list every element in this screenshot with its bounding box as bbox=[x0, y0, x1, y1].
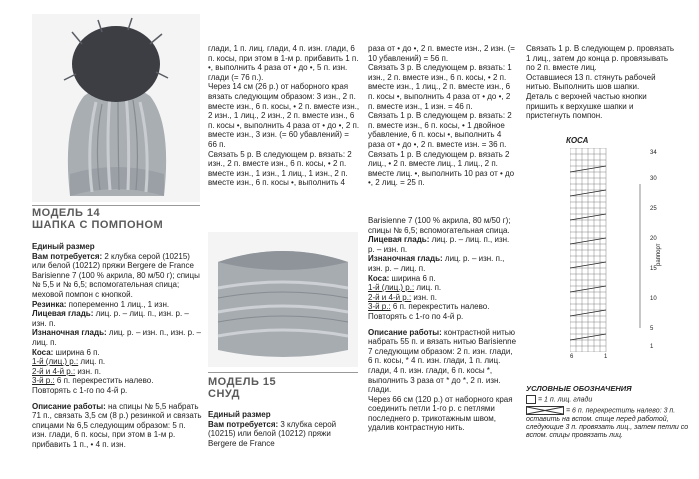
repeat-label: раппорт bbox=[656, 243, 662, 266]
model15-cable-row2: 2-й и 4-й р.: изн. п. bbox=[368, 292, 437, 302]
model15-materials2: Barisienne 7 (100 % акрила, 80 м/50 г); спицы № 6,5; вспомогательная спица. bbox=[368, 216, 511, 235]
stitch-number-6: 6 bbox=[570, 354, 574, 360]
model15-size: Единый размер bbox=[208, 410, 271, 419]
snood-photo bbox=[208, 232, 358, 367]
model14-rib: Резинка: попеременно 1 лиц., 1 изн. bbox=[32, 299, 170, 309]
cable-chart bbox=[566, 136, 686, 364]
model14-work-col3d: Связать 1 р. В следующем р. вязать 2 лиц., • 2 п. вместе лиц., 1 лиц., 2 п. вместе лиц. •, выполнить 10 раз от • до •, 2 лиц. = 25 п. bbox=[368, 149, 515, 188]
snood-illustration bbox=[208, 232, 358, 367]
legend bbox=[526, 384, 694, 440]
model14-size: Единый размер bbox=[32, 242, 95, 251]
model14-work-col3b: Связать 3 р. В следующем р. вязать: 1 изн., 2 п. вместе изн., 6 п. косы, • 2 п. вместе изн., 1 лиц., 2 п. вместе изн., 6 п. косы •, выполнить 4 раза от • до •, 2 п. вместе изн., 1 изн. = 46 п. bbox=[368, 63, 512, 111]
legend-item-2: = 6 п. перекрестить налево: 3 п. оставить на вспом. спице перед работой, следующие 3 п. провязать лиц., затем петли со вспом. спицы провязать лиц. bbox=[526, 407, 689, 439]
model14-name: ШАПКА С ПОМПОНОМ bbox=[32, 219, 164, 231]
model15-materials: Вам потребуется: 3 клубка серой (10215) или белой (10212) пряжи Bergere de France bbox=[208, 419, 337, 448]
row-number-34: 34 bbox=[650, 150, 657, 156]
model14-work-col4a: Связать 1 р. В следующем р. провязать 1 лиц., затем до конца р. провязывать по 2 п. вместе лиц. bbox=[526, 44, 675, 73]
row-number-20: 20 bbox=[650, 236, 657, 242]
model15-reverse: Изнаночная гладь: лиц. р. – изн. п., изн. р. – лиц. п. bbox=[368, 254, 505, 273]
model14-materials: Вам потребуется: 2 клубка серой (10215) или белой (10212) пряжи Bergere de France Barisienne 7 (100 % акрила, 80 м/50 г); спицы № 5,5 и № 6,5; вспомогательная спица; меховой помпон с кнопкой. bbox=[32, 251, 200, 299]
model14-work-col2c: Связать 5 р. В следующем р. вязать: 2 изн., 2 п. вместе изн., 6 п. косы, • 2 п. вместе изн., 1 изн., 1 лиц., 1 изн., 2 п. вместе изн., 6 п. косы •, выполнить 4 bbox=[208, 149, 352, 188]
model14-work-col3a: раза от • до •, 2 п. вместе изн., 2 изн. (= 10 убавлений) = 56 п. bbox=[368, 44, 515, 63]
model14-work-col4b: Оставшиеся 13 п. стянуть рабочей нитью. Выполнить шов шапки. bbox=[526, 72, 656, 92]
model15-work: Описание работы: контрастной нитью набрать 55 п. и вязать нитью Barisienne 7 следующим образом: 2 п. изн. глади, 6 п. косы, * 4 п. изн. глади, 1 п. лиц. глади, 4 п. изн. глади, 6 п. косы *, выполнить 3 раза от * до *, 2 п. изн. глади. bbox=[368, 327, 517, 395]
model15-divider bbox=[208, 372, 358, 373]
model14-work-col3c: Связать 1 р. В следующем р. вязать: 2 п. вместе изн., 6 п. косы, • 1 двойное убавление, 6 п. косы •, выполнить 4 раза от • до •, 2 п. вместе изн. = 36 п. bbox=[368, 111, 512, 149]
row-number-30: 30 bbox=[650, 176, 657, 182]
model14-cable-row2: 2-й и 4-й р.: изн. п. bbox=[32, 366, 101, 376]
model14-number: МОДЕЛЬ 14 bbox=[32, 207, 101, 219]
model14-col1 bbox=[32, 242, 202, 449]
model14-cable: Коса: ширина 6 п. bbox=[32, 347, 100, 357]
row-number-25: 25 bbox=[650, 206, 657, 212]
model14-divider bbox=[32, 205, 200, 206]
model15-col1 bbox=[208, 410, 360, 448]
model14-work-col2a: глади, 1 п. лиц. глади, 4 п. изн. глади, 6 п. косы, при этом в 1-м р. прибавить 1 п. •, выполнить 4 раза от • до •, 5 п. изн. глади (= 76 п.). bbox=[208, 44, 359, 82]
model15-cable-repeat: Повторять с 1-го по 4-й р. bbox=[368, 311, 464, 321]
model15-cable: Коса: ширина 6 п. bbox=[368, 273, 436, 283]
model14-work-col2b: Через 14 см (26 р.) от наборного края вязать следующим образом: 3 изн., 2 п. вместе изн., 6 п. косы, • 2 п. вместе изн., 2 изн., 1 лиц., 2 изн., 2 п. вместе изн., 6 п. косы •, выполнить 4 раза от • до •, 2 п. вместе изн., 3 изн. (= 60 убавлений) = 66 п. bbox=[208, 82, 360, 149]
model14-col2 bbox=[208, 44, 360, 188]
row-number-5: 5 bbox=[650, 326, 654, 332]
model15-stockinette: Лицевая гладь: лиц. р. – лиц. п., изн. р. – изн. п. bbox=[368, 235, 510, 254]
legend-item-1: = 1 п. лиц. глади bbox=[526, 395, 694, 404]
model14-cable-row1: 1-й (лиц.) р.: лиц. п. bbox=[32, 357, 106, 367]
hat-photo bbox=[32, 14, 200, 202]
model15-number: МОДЕЛЬ 15 bbox=[208, 376, 277, 388]
stitch-number-1: 1 bbox=[604, 354, 608, 360]
model15-name: СНУД bbox=[208, 388, 241, 400]
model14-reverse: Изнаночная гладь: лиц. р. – изн. п., изн. р. – лиц. п. bbox=[32, 328, 201, 347]
model14-col3 bbox=[368, 44, 518, 188]
row-number-15: 15 bbox=[650, 266, 657, 272]
model15-col2 bbox=[368, 216, 518, 433]
model15-work2: Через 66 см (120 р.) от наборного края соединить петли 1-го р. с петлями последнего р. трикотажным швом, удалив контрастную нить. bbox=[368, 394, 513, 433]
cable-cross-symbol-icon bbox=[526, 406, 564, 415]
model14-work-col4c: Деталь с верхней частью кнопки пришить к верхушке шапки и пристегнуть помпон. bbox=[526, 91, 647, 121]
model14-cable-row3: 3-й р.: 6 п. перекрестить налево. bbox=[32, 376, 154, 386]
hat-illustration bbox=[32, 14, 200, 202]
row-number-10: 10 bbox=[650, 296, 657, 302]
model14-stockinette: Лицевая гладь: лиц. р. – лиц. п., изн. р. – изн. п. bbox=[32, 309, 189, 328]
cable-chart-title: КОСА bbox=[566, 136, 589, 145]
model14-work: Описание работы: на спицы № 5,5 набрать 71 п., связать 3,5 см (8 р.) резинкой и связать спицами № 6,5 следующим образом: 5 п. изн. глади, 6 п. косы, при этом в 1-м р. прибавить 1 п., • 4 п. изн. bbox=[32, 401, 202, 449]
model15-cable-row1: 1-й (лиц.) р.: лиц. п. bbox=[368, 283, 442, 293]
legend-title: УСЛОВНЫЕ ОБОЗНАЧЕНИЯ bbox=[526, 384, 632, 393]
model14-cable-repeat: Повторять с 1-го по 4-й р. bbox=[32, 385, 128, 395]
knit-symbol-icon bbox=[526, 395, 536, 404]
model14-col4 bbox=[526, 44, 676, 121]
model15-cable-row3: 3-й р.: 6 п. перекрестить налево. bbox=[368, 302, 490, 312]
row-number-1: 1 bbox=[650, 344, 654, 350]
